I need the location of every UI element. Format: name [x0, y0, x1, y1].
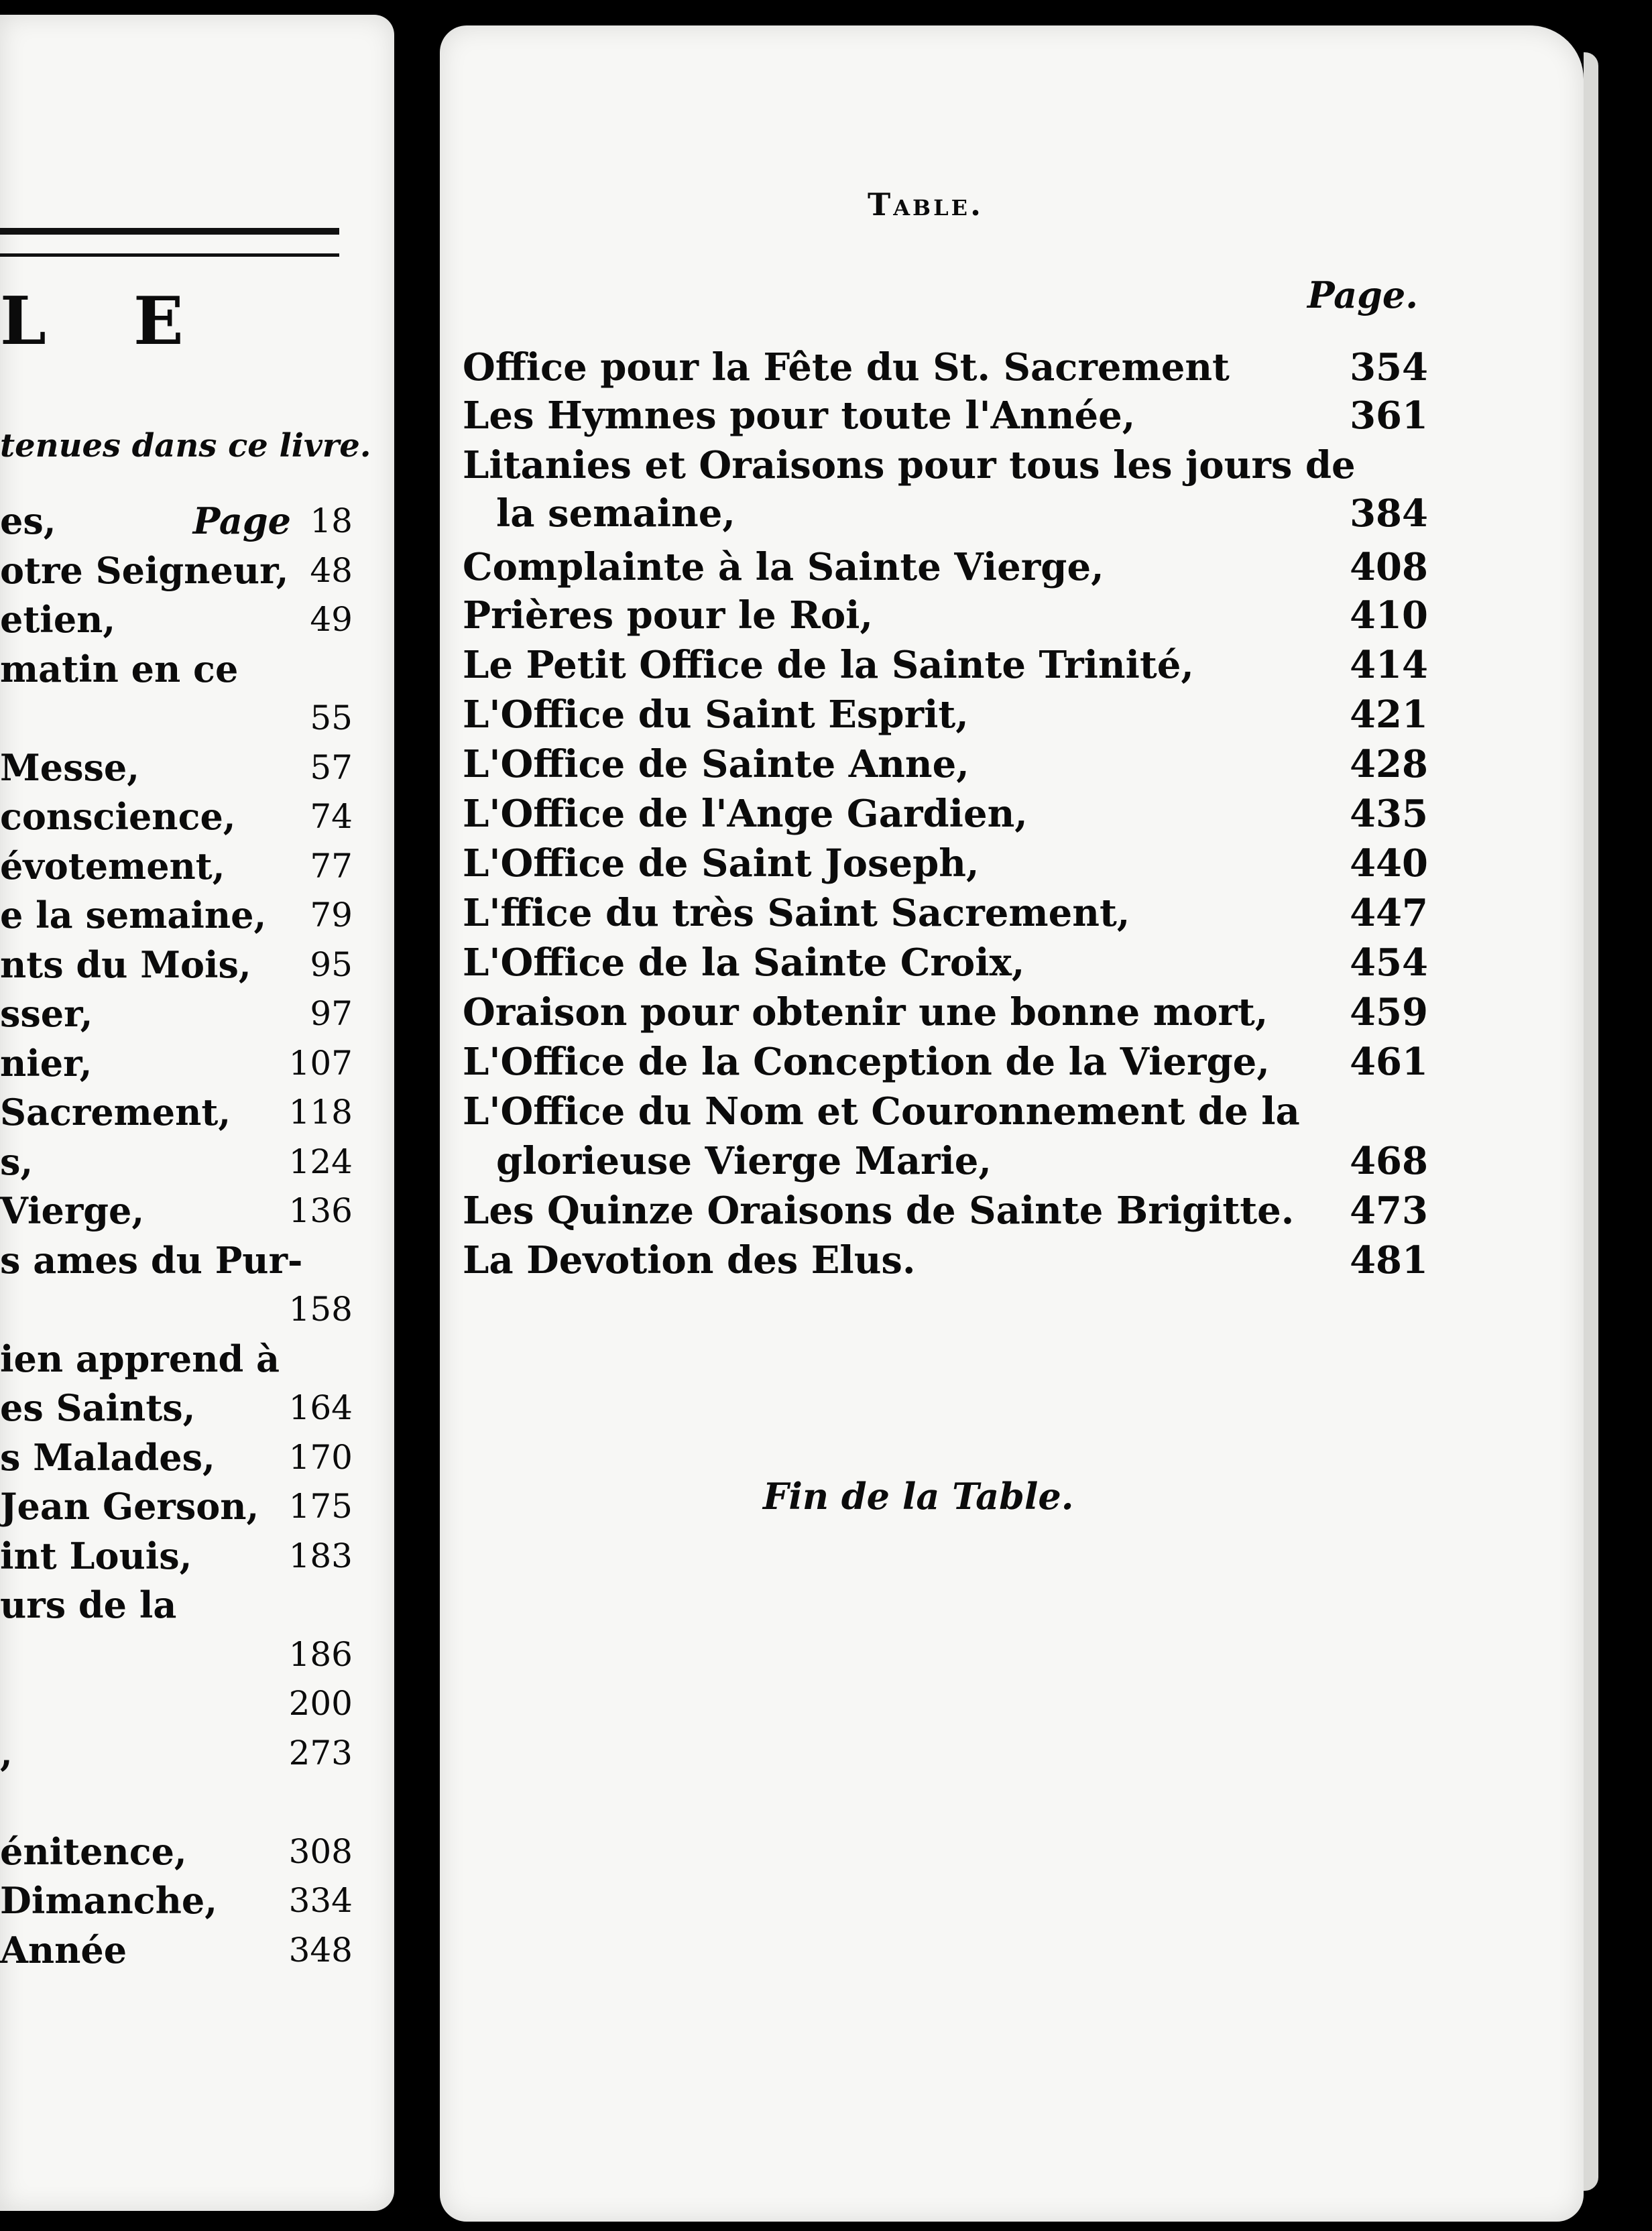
- toc-entry-text: L'Office de l'Ange Gardien,: [463, 792, 1028, 836]
- toc-page-number: 95: [310, 945, 353, 984]
- toc-entry-text: sser,: [0, 992, 93, 1035]
- toc-row: [0, 1237, 353, 1284]
- toc-entry-text: ien apprend à: [0, 1337, 280, 1380]
- toc-entry-text: Les Hymnes pour toute l'Année,: [463, 394, 1136, 438]
- toc-row: [0, 1581, 353, 1628]
- toc-entry-text: s ames du Pur-: [0, 1238, 303, 1282]
- toc-row: [463, 839, 1428, 888]
- toc-row: [0, 744, 353, 791]
- toc-entry-text: nier,: [0, 1041, 93, 1085]
- toc-page-number: 481: [1350, 1238, 1428, 1282]
- toc-row: [463, 591, 1428, 640]
- toc-page-number: 164: [288, 1388, 353, 1427]
- toc-row: [463, 489, 1428, 538]
- toc-entry-text: Complainte à la Sainte Vierge,: [463, 545, 1104, 589]
- toc-row: [463, 1236, 1428, 1284]
- toc-page-number: 435: [1350, 792, 1428, 836]
- toc-row: [0, 793, 353, 840]
- toc-entry-text: e la semaine,: [0, 894, 267, 937]
- toc-page-number: 77: [310, 846, 353, 886]
- heading-rule-thin: [0, 253, 339, 257]
- toc-entry-text: L'Office de Sainte Anne,: [463, 742, 969, 786]
- toc-entry-text: s,: [0, 1140, 34, 1183]
- toc-page-number: 421: [1350, 692, 1428, 737]
- toc-page-number: 384: [1350, 491, 1428, 536]
- toc-row: [463, 1038, 1428, 1086]
- toc-page-number: 468: [1350, 1139, 1428, 1183]
- toc-row: [0, 497, 353, 544]
- toc-row: [0, 1434, 353, 1481]
- toc-row: [0, 547, 353, 594]
- toc-page-number: 49: [310, 600, 353, 639]
- toc-row: [0, 646, 353, 692]
- toc-entry-text: Oraison pour obtenir une bonne mort,: [463, 990, 1268, 1034]
- toc-row: [463, 441, 1428, 489]
- toc-row: [0, 892, 353, 939]
- toc-row: [463, 1137, 1428, 1185]
- toc-entry-text: L'Office de la Conception de la Vierge,: [463, 1040, 1270, 1084]
- toc-entry-text: int Louis,: [0, 1534, 192, 1577]
- toc-page-number: 74: [310, 797, 353, 836]
- toc-row: [0, 1778, 353, 1825]
- heading-rule: [0, 228, 339, 235]
- toc-row: [0, 843, 353, 890]
- toc-entry-text: urs de la: [0, 1583, 177, 1626]
- toc-page-number: 79: [310, 896, 353, 934]
- left-heading: L E: [0, 283, 216, 360]
- toc-page-number: 348: [288, 1930, 353, 1970]
- toc-page-number: 118: [288, 1093, 353, 1132]
- toc-row: [463, 939, 1428, 987]
- toc-entry-text: Litanies et Oraisons pour tous les jours de: [463, 443, 1356, 487]
- page-column-label: Page: [192, 499, 291, 542]
- toc-row: [0, 1730, 353, 1776]
- toc-row: [463, 343, 1428, 391]
- toc-entry-text: Année: [0, 1928, 127, 1972]
- toc-page-number: 175: [288, 1487, 353, 1526]
- page-title: Table.: [868, 186, 984, 223]
- toc-row: [463, 391, 1428, 440]
- toc-page-number: 107: [288, 1043, 353, 1083]
- toc-row: [0, 1927, 353, 1974]
- toc-entry-text: Messe,: [0, 745, 140, 789]
- toc-row: [463, 1187, 1428, 1235]
- toc-page-number: 473: [1350, 1189, 1428, 1233]
- toc-entry-text: Vierge,: [0, 1189, 145, 1232]
- toc-row: [463, 889, 1428, 937]
- toc-page-number: 354: [1350, 345, 1428, 389]
- toc-entry-text: es,: [0, 499, 56, 542]
- toc-entry-text: Dimanche,: [0, 1879, 218, 1922]
- toc-entry-text: Office pour la Fête du St. Sacrement: [463, 345, 1230, 389]
- toc-page-number: 440: [1350, 841, 1428, 886]
- toc-entry-text: glorieuse Vierge Marie,: [496, 1139, 992, 1183]
- toc-row: [0, 1187, 353, 1234]
- toc-row: [0, 1089, 353, 1136]
- toc-page-number: 428: [1350, 742, 1428, 786]
- toc-row: [0, 1680, 353, 1727]
- toc-row: [0, 695, 353, 741]
- toc-page-number: 414: [1350, 643, 1428, 687]
- toc-row: [0, 1384, 353, 1431]
- toc-entry-text: L'Office du Saint Esprit,: [463, 692, 969, 737]
- toc-row: [0, 1335, 353, 1382]
- toc-row: [463, 641, 1428, 689]
- toc-row: [0, 1040, 353, 1087]
- toc-entry-text: La Devotion des Elus.: [463, 1238, 916, 1282]
- page-edge: [1584, 52, 1598, 2191]
- toc-page-number: 186: [288, 1634, 353, 1674]
- toc-entry-text: L'Office de la Sainte Croix,: [463, 941, 1025, 985]
- toc-entry-text: L'Office du Nom et Couronnement de la: [463, 1089, 1300, 1134]
- toc-entry-text: Sacrement,: [0, 1091, 231, 1134]
- toc-page-number: 158: [288, 1290, 353, 1329]
- toc-row: [0, 1138, 353, 1185]
- toc-entry-text: otre Seigneur,: [0, 548, 289, 592]
- toc-entry-text: la semaine,: [496, 491, 735, 536]
- toc-row: [463, 1087, 1428, 1136]
- toc-row: [463, 988, 1428, 1036]
- toc-page-number: 447: [1350, 891, 1428, 935]
- left-subheading: tenues dans ce livre.: [0, 427, 371, 465]
- left-page: [0, 15, 394, 2211]
- toc-page-number: 48: [310, 550, 353, 590]
- toc-row: [0, 941, 353, 988]
- toc-entry-text: conscience,: [0, 795, 236, 838]
- toc-row: [0, 1828, 353, 1875]
- toc-row: [0, 1483, 353, 1530]
- toc-row: [0, 990, 353, 1037]
- toc-entry-text: Prières pour le Roi,: [463, 593, 873, 638]
- toc-row: [463, 690, 1428, 739]
- toc-entry-text: nts du Mois,: [0, 943, 251, 986]
- toc-page-number: 97: [310, 994, 353, 1033]
- toc-page-number: 55: [310, 699, 353, 737]
- toc-entry-text: es Saints,: [0, 1386, 196, 1429]
- toc-page-number: 461: [1350, 1040, 1428, 1084]
- toc-row: [463, 790, 1428, 838]
- toc-entry-text: etien,: [0, 598, 116, 641]
- toc-row: [0, 1532, 353, 1579]
- toc-entry-text: énitence,: [0, 1829, 187, 1873]
- page-column-label: Page.: [1307, 274, 1419, 316]
- toc-entry-text: L'Office de Saint Joseph,: [463, 841, 980, 886]
- toc-entry-text: Jean Gerson,: [0, 1485, 259, 1528]
- toc-page-number: 454: [1350, 941, 1428, 985]
- toc-row: [0, 596, 353, 643]
- toc-row: [0, 1877, 353, 1924]
- toc-entry-text: matin en ce: [0, 647, 239, 690]
- toc-entry-text: L'ffice du très Saint Sacrement,: [463, 891, 1130, 935]
- toc-page-number: 183: [288, 1536, 353, 1575]
- toc-page-number: 124: [288, 1142, 353, 1181]
- toc-page-number: 18: [310, 501, 353, 540]
- toc-entry-text: évotement,: [0, 844, 225, 888]
- toc-page-number: 361: [1350, 394, 1428, 438]
- toc-page-number: 459: [1350, 990, 1428, 1034]
- toc-row: [463, 740, 1428, 788]
- toc-row: [463, 543, 1428, 591]
- toc-page-number: 334: [288, 1881, 353, 1920]
- toc-page-number: 136: [288, 1191, 353, 1230]
- toc-entry-text: Le Petit Office de la Sainte Trinité,: [463, 643, 1194, 687]
- end-of-table: Fin de la Table.: [763, 1475, 1074, 1518]
- toc-row: [0, 1631, 353, 1678]
- toc-entry-text: Les Quinze Oraisons de Sainte Brigitte.: [463, 1189, 1295, 1233]
- toc-row: [0, 1286, 353, 1333]
- toc-page-number: 57: [310, 747, 353, 787]
- toc-page-number: 308: [288, 1831, 353, 1871]
- toc-entry-text: s Malades,: [0, 1435, 215, 1479]
- toc-page-number: 170: [288, 1437, 353, 1477]
- toc-page-number: 273: [288, 1733, 353, 1772]
- toc-page-number: 410: [1350, 593, 1428, 638]
- toc-page-number: 200: [288, 1684, 353, 1723]
- toc-entry-text: ,: [0, 1731, 13, 1774]
- toc-page-number: 408: [1350, 545, 1428, 589]
